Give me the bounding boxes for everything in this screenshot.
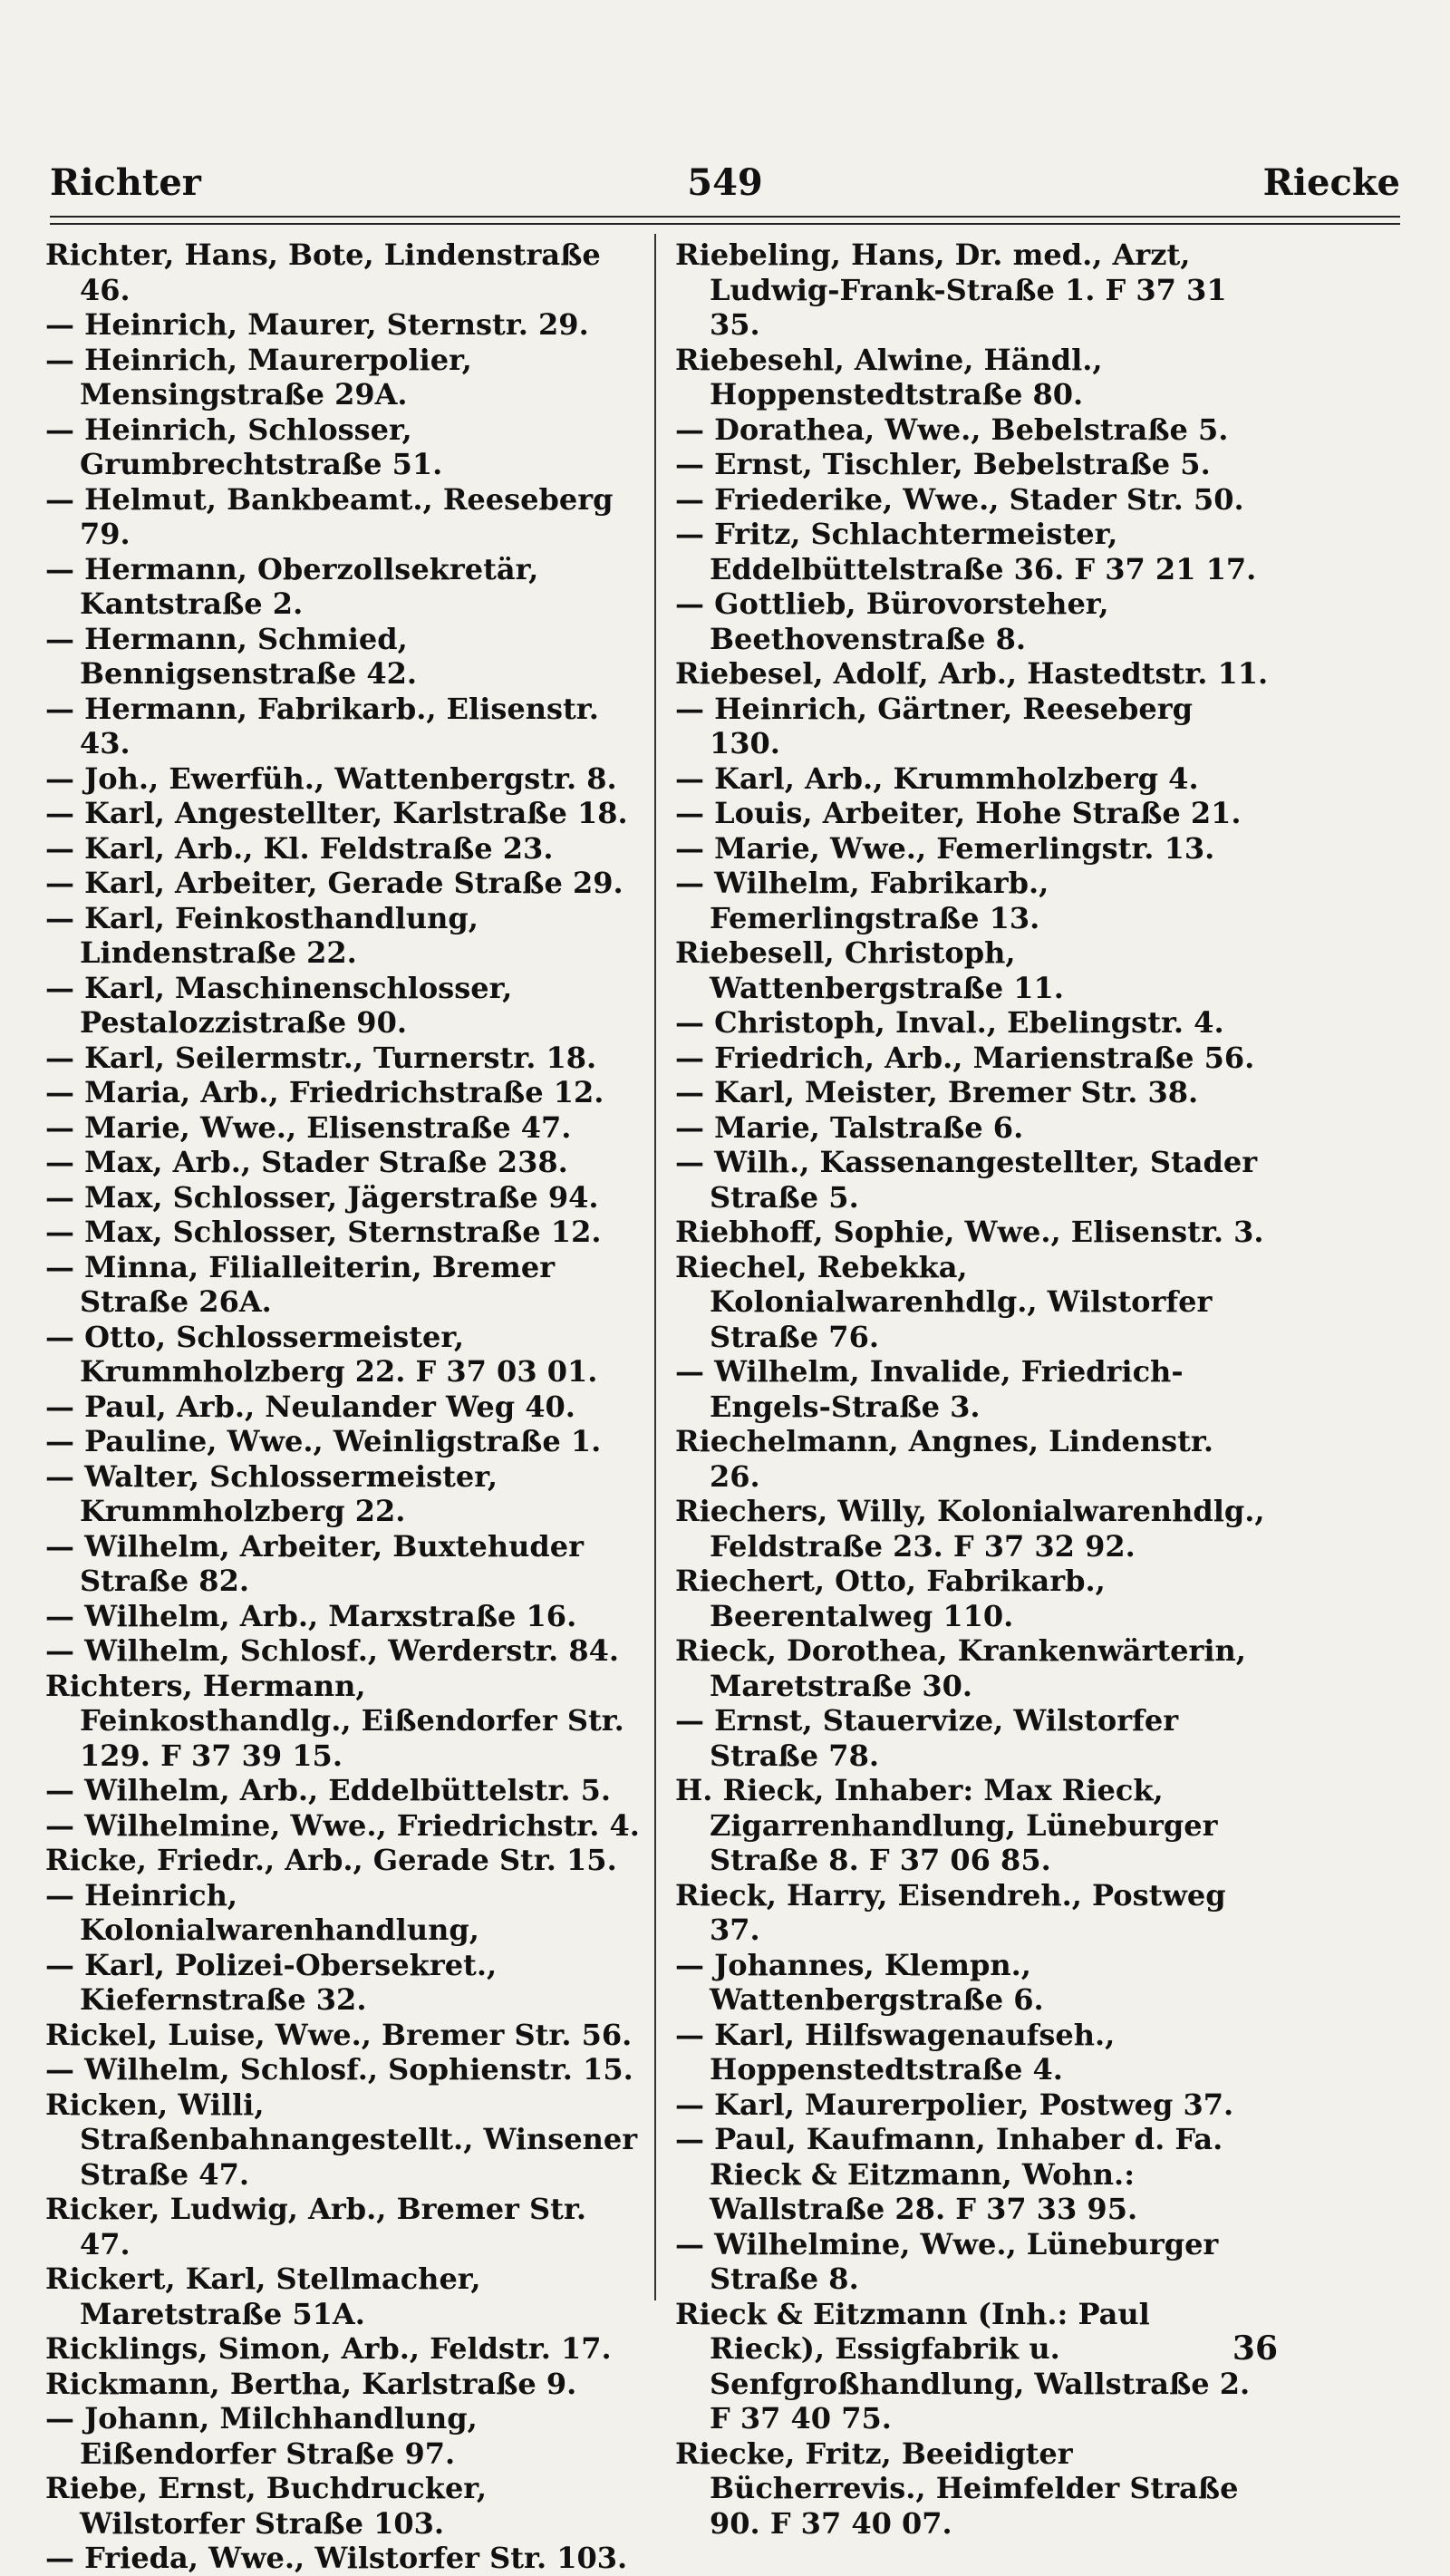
directory-entry: — Heinrich, Maurer, Sternstr. 29. xyxy=(45,307,589,342)
directory-entry: — Dorathea, Wwe., Bebelstraße 5. xyxy=(675,412,1229,447)
directory-entry: — Karl, Arbeiter, Gerade Straße 29. xyxy=(45,866,624,900)
directory-entry: — Otto, Schlossermeister, Krummholzberg 22. F 37 03 01. xyxy=(45,1319,598,1389)
directory-entry: — Hermann, Oberzollsekretär, Kantstraße 2. xyxy=(45,551,539,621)
directory-entry: — Johannes, Klempn., Wattenbergstraße 6. xyxy=(675,1947,1044,2017)
directory-entry: — Hermann, Schmied, Bennigsenstraße 42. xyxy=(45,621,417,691)
directory-entry: — Karl, Hilfswagenaufseh., Hoppenstedtstraße 4. xyxy=(675,2017,1116,2087)
directory-entry: — Christoph, Inval., Ebelingstr. 4. xyxy=(675,1005,1224,1040)
directory-entry: — Heinrich, Schlosser, Grumbrechtstraße 51. xyxy=(45,412,443,481)
directory-entry: — Wilhelm, Schlosf., Werderstr. 84. xyxy=(45,1633,619,1668)
directory-entry: — Karl, Meister, Bremer Str. 38. xyxy=(675,1075,1199,1109)
header-rule-bottom xyxy=(50,223,1400,225)
directory-entry: — Minna, Filialleiterin, Bremer Straße 26A. xyxy=(45,1249,556,1319)
directory-entry: Riebe, Ernst, Buchdrucker, Wilstorfer Straße 103. xyxy=(45,2471,487,2541)
directory-entry: — Friederike, Wwe., Stader Str. 50. xyxy=(675,481,1244,517)
directory-entry: — Maria, Arb., Friedrichstraße 12. xyxy=(45,1075,604,1109)
directory-entry: Richter, Hans, Bote, Lindenstraße 46. xyxy=(45,237,601,307)
directory-entry: — Heinrich, Kolonialwarenhandlung, xyxy=(45,1877,479,1947)
directory-entry: — Wilhelm, Fabrikarb., Femerlingstraße 13. xyxy=(675,866,1049,935)
header-left-keyword: Richter xyxy=(50,161,201,204)
directory-entry: — Friedrich, Arb., Marienstraße 56. xyxy=(675,1040,1255,1075)
directory-entry: — Wilhelm, Arb., Eddelbüttelstr. 5. xyxy=(45,1773,612,1807)
directory-entry: — Heinrich, Gärtner, Reeseberg 130. xyxy=(675,691,1193,760)
directory-entry: H. Rieck, Inhaber: Max Rieck, Zigarrenhandlung, Lüneburger Straße 8. F 37 06 85. xyxy=(675,1773,1218,1877)
directory-entry: — Wilhelm, Invalide, Friedrich-Engels-Straße 3. xyxy=(675,1354,1184,1424)
directory-entry: Rieck, Harry, Eisendreh., Postweg 37. xyxy=(675,1877,1226,1947)
directory-entry: — Wilh., Kassenangestellter, Stader Straße 5. xyxy=(675,1145,1258,1215)
directory-entry: — Marie, Wwe., Femerlingstr. 13. xyxy=(675,830,1215,866)
directory-entry: — Karl, Maurerpolier, Postweg 37. xyxy=(675,2087,1234,2122)
directory-entry: — Fritz, Schlachtermeister, Eddelbüttelstraße 36. F 37 21 17. xyxy=(675,517,1257,586)
directory-entry: Rieck & Eitzmann (Inh.: Paul Rieck), Essigfabrik u. Senfgroßhandlung, Wallstraße 2. F 37 40 75. xyxy=(675,2296,1251,2436)
directory-entry: Ricken, Willi, Straßenbahnangestellt., Winsener Straße 47. xyxy=(45,2087,638,2192)
directory-entry: Riebesel, Adolf, Arb., Hastedtstr. 11. xyxy=(675,656,1269,691)
directory-entry: — Karl, Arb., Krummholzberg 4. xyxy=(675,760,1199,796)
directory-entry: — Karl, Arb., Kl. Feldstraße 23. xyxy=(45,830,554,866)
directory-entry: — Joh., Ewerfüh., Wattenbergstr. 8. xyxy=(45,760,617,796)
directory-entry: — Karl, Angestellter, Karlstraße 18. xyxy=(45,796,628,830)
directory-entry: Ricker, Ludwig, Arb., Bremer Str. 47. xyxy=(45,2192,586,2261)
directory-entry: Rickert, Karl, Stellmacher, Maretstraße 51A. xyxy=(45,2261,481,2331)
directory-entry: — Karl, Polizei-Obersekret., Kiefernstraße 32. xyxy=(45,1947,498,2017)
directory-entry: — Johann, Milchhandlung, Eißendorfer Straße 97. xyxy=(45,2401,478,2471)
directory-entry: — Paul, Kaufmann, Inhaber d. Fa. Rieck & Eitzmann, Wohn.: Wallstraße 28. F 37 33 95. xyxy=(675,2122,1223,2226)
directory-entry: Riechert, Otto, Fabrikarb., Beerentalweg 110. xyxy=(675,1564,1106,1633)
directory-entry: — Wilhelm, Arb., Marxstraße 16. xyxy=(45,1598,577,1633)
directory-entry: — Louis, Arbeiter, Hohe Straße 21. xyxy=(675,796,1242,830)
directory-entry: — Karl, Seilermstr., Turnerstr. 18. xyxy=(45,1040,597,1075)
directory-entry: — Max, Schlosser, Jägerstraße 94. xyxy=(45,1179,599,1215)
signature-mark: 36 xyxy=(1232,2329,1278,2368)
directory-entry: Riebhoff, Sophie, Wwe., Elisenstr. 3. xyxy=(675,1215,1264,1249)
page-header xyxy=(50,161,1400,216)
directory-entry: Richters, Hermann, Feinkosthandlg., Eißendorfer Str. 129. F 37 39 15. xyxy=(45,1668,624,1773)
directory-entry: Riebesehl, Alwine, Händl., Hoppenstedtstraße 80. xyxy=(675,342,1103,412)
column-divider xyxy=(654,234,656,2300)
directory-entry: Rickmann, Bertha, Karlstraße 9. xyxy=(45,2366,577,2401)
directory-entry: Riebeling, Hans, Dr. med., Arzt, Ludwig-Frank-Straße 1. F 37 31 35. xyxy=(675,237,1227,342)
directory-entry: — Karl, Maschinenschlosser, Pestalozzistraße 90. xyxy=(45,970,513,1040)
directory-entry: Rickel, Luise, Wwe., Bremer Str. 56. xyxy=(45,2017,633,2052)
directory-entry: — Marie, Talstraße 6. xyxy=(675,1109,1024,1145)
header-rule-top xyxy=(50,216,1400,218)
directory-entry: — Wilhelmine, Wwe., Lüneburger Straße 8. xyxy=(675,2226,1219,2296)
directory-entry: Rieck, Dorothea, Krankenwärterin, Maretstraße 30. xyxy=(675,1633,1246,1703)
directory-entry: — Paul, Arb., Neulander Weg 40. xyxy=(45,1389,575,1424)
directory-entry: — Karl, Feinkosthandlung, Lindenstraße 22. xyxy=(45,900,478,970)
directory-entry: Riechel, Rebekka, Kolonialwarenhdlg., Wilstorfer Straße 76. xyxy=(675,1249,1213,1354)
directory-entry: — Marie, Wwe., Elisenstraße 47. xyxy=(45,1109,572,1145)
directory-entry: — Max, Schlosser, Sternstraße 12. xyxy=(45,1215,602,1249)
directory-entry: Riebesell, Christoph, Wattenbergstraße 11. xyxy=(675,935,1064,1005)
directory-entry: — Max, Arb., Stader Straße 238. xyxy=(45,1145,568,1179)
directory-entry: Riechers, Willy, Kolonialwarenhdlg., Feldstraße 23. F 37 32 92. xyxy=(675,1494,1265,1564)
header-right-keyword: Riecke xyxy=(1262,161,1400,204)
directory-entry: — Pauline, Wwe., Weinligstraße 1. xyxy=(45,1424,602,1458)
directory-entry: — Ernst, Tischler, Bebelstraße 5. xyxy=(675,447,1211,481)
directory-entry: — Walter, Schlossermeister, Krummholzberg 22. xyxy=(45,1458,498,1528)
directory-entry: Riechelmann, Angnes, Lindenstr. 26. xyxy=(675,1424,1213,1494)
left-column xyxy=(45,237,642,2576)
directory-entry: Ricklings, Simon, Arb., Feldstr. 17. xyxy=(45,2331,612,2366)
directory-entry: — Ernst, Stauervize, Wilstorfer Straße 78. xyxy=(675,1703,1179,1773)
directory-entry: — Wilhelm, Schlosf., Sophienstr. 15. xyxy=(45,2052,633,2087)
directory-entry: — Frieda, Wwe., Wilstorfer Str. 103. xyxy=(45,2541,628,2575)
directory-entry: — Hermann, Fabrikarb., Elisenstr. 43. xyxy=(45,691,599,760)
directory-entry: — Gottlieb, Bürovorsteher, Beethovenstraße 8. xyxy=(675,586,1109,656)
page-number: 549 xyxy=(687,161,763,204)
directory-entry: Riecke, Fritz, Beeidigter Bücherrevis., Heimfelder Straße 90. F 37 40 07. xyxy=(675,2436,1239,2541)
directory-entry: Ricke, Friedr., Arb., Gerade Str. 15. xyxy=(45,1843,617,1877)
directory-entry: — Wilhelmine, Wwe., Friedrichstr. 4. xyxy=(45,1807,640,1843)
directory-entry: — Helmut, Bankbeamt., Reeseberg 79. xyxy=(45,481,614,551)
directory-entry: — Wilhelm, Arbeiter, Buxtehuder Straße 82. xyxy=(45,1528,584,1598)
directory-entry: — Heinrich, Maurerpolier, Mensingstraße 29A. xyxy=(45,342,472,412)
right-column xyxy=(675,237,1270,2541)
